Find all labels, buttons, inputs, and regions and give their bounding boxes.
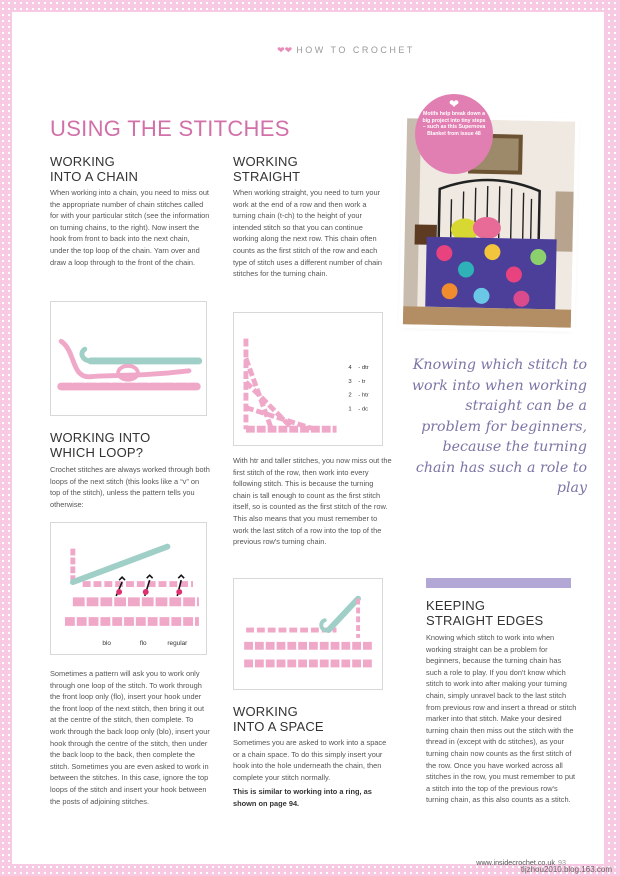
double-heart-icon: ❤❤ — [277, 45, 293, 55]
watermark: tljzhou2010.blog.163.com — [520, 865, 612, 874]
space-diagram — [233, 578, 383, 690]
turning-label-dtr: - dtr — [358, 365, 369, 372]
loop-label-regular: regular — [167, 640, 188, 648]
turning-label-tr: - tr — [358, 378, 366, 385]
loop-label-flo: flo — [139, 640, 147, 648]
heading-keeping-straight-edges: KEEPING STRAIGHT EDGES — [426, 598, 544, 628]
page-number: 93 — [558, 858, 566, 867]
scallop-edge — [262, 78, 430, 88]
paragraph-keeping-straight-edges: Knowing which stitch to work into when working straight can be a problem for beginners, because the turning chain has such a role to play. If you don't know which stitch to work into after making your turning chain, simply unravel back to the last stitch from previous row and insert a thread or stitch marker into that stitch. Make your desired turning chain then miss out the stitch with the thread in (except with dc stitches), as your turning chain now counts as the first stitch of the row. Once you have worked across all stitches in the row, you must remember to put a stitch into the top of the previous row's turning chain, as this also counts as a stitch. — [426, 633, 577, 805]
paragraph-which-loop: Crochet stitches are always worked through both loops of the next stitch (this looks like a “v” on top of the stitch), unless the pattern tells you otherwise: — [50, 465, 210, 509]
paragraph-working-straight: When working straight, you need to turn your work at the end of a row and then work a turning chain (t-ch) to the height of your intended stitch so that you can continue working along the next row. This chain often counts as the first stitch of the row and each type of stitch uses a different number of chain stitches for the turning chain. — [233, 188, 382, 279]
section-divider-bar — [426, 578, 571, 588]
heart-icon: ❤ — [448, 97, 460, 111]
paragraph-working-into-a-space: Sometimes you are asked to work into a space or a chain space. To do this simply insert your hook into the hole underneath the chain, then complete your stitch normally. — [233, 738, 387, 782]
loop-label-blo: blo — [102, 640, 111, 648]
turning-chain-diagram — [233, 312, 383, 446]
heading-working-straight: WORKING STRAIGHT — [233, 154, 301, 184]
section-tab — [262, 12, 430, 82]
paragraph-front-back-loop: Sometimes a pattern will ask you to work only through one loop of the stitch. To work through the front loop only (flo), insert your hook under the front loop of the next stitch, then bring it out at the centre of the stitch, then complete. To work through the back loop only (blo), insert your hook through the centre of the stitch, then under the back loop to the back, then complete the stitch. Sometimes you are even asked to work in between the stitches. In this case, ignore the top loops of the stitch and insert your hook between the posts of adjoining stitches. — [50, 669, 210, 806]
heading-working-into-which-loop: WORKING INTO WHICH LOOP? — [50, 430, 151, 460]
turning-count-4: 4 — [348, 365, 352, 372]
magazine-page — [12, 12, 604, 867]
photo-caption: ❤ Motifs help break down a big project into tiny steps – such as this Supernova Blanket from issue 48 — [415, 94, 493, 174]
paragraph-taller-stitches: With htr and taller stitches, you now miss out the first stitch of the row, then work into every following stitch. This is because the turning chain is tall enough to count as the first stitch itself, so is counted as the first stitch of the row. This also means that you must remember to work the last stitch of a row into the top of the previous row's turning chain. — [233, 456, 392, 547]
heading-working-into-a-space: WORKING INTO A SPACE — [233, 704, 324, 734]
pull-quote: Knowing which stitch to work into when working straight can be a problem for beginners, because the turning chain has such a role to play — [411, 357, 587, 496]
loop-diagram — [50, 522, 207, 655]
paragraph-working-into-a-chain: When working into a chain, you need to miss out the appropriate number of chain stitches called for with your particular stitch (see the information on turning chains, to the right). Now insert the hook from front to back into the next chain, under the top loop of the chain. Yarn over and draw a loop through to the front of the chain. — [50, 188, 210, 267]
page-title: USING THE STITCHES — [50, 116, 290, 141]
turning-count-3: 3 — [348, 378, 352, 385]
section-label: ❤❤ HOW TO CROCHET — [277, 45, 415, 55]
ring-note: This is similar to working into a ring, as shown on page 94. — [233, 787, 372, 808]
heading-working-into-a-chain: WORKING INTO A CHAIN — [50, 154, 139, 184]
turning-count-2: 2 — [348, 392, 352, 399]
chain-diagram — [50, 301, 207, 416]
turning-label-dc: - dc — [358, 406, 369, 413]
footer-url: www.insidecrochet.co.uk — [476, 858, 555, 867]
turning-count-1: 1 — [348, 406, 352, 413]
turning-label-htr: - htr — [358, 392, 369, 399]
